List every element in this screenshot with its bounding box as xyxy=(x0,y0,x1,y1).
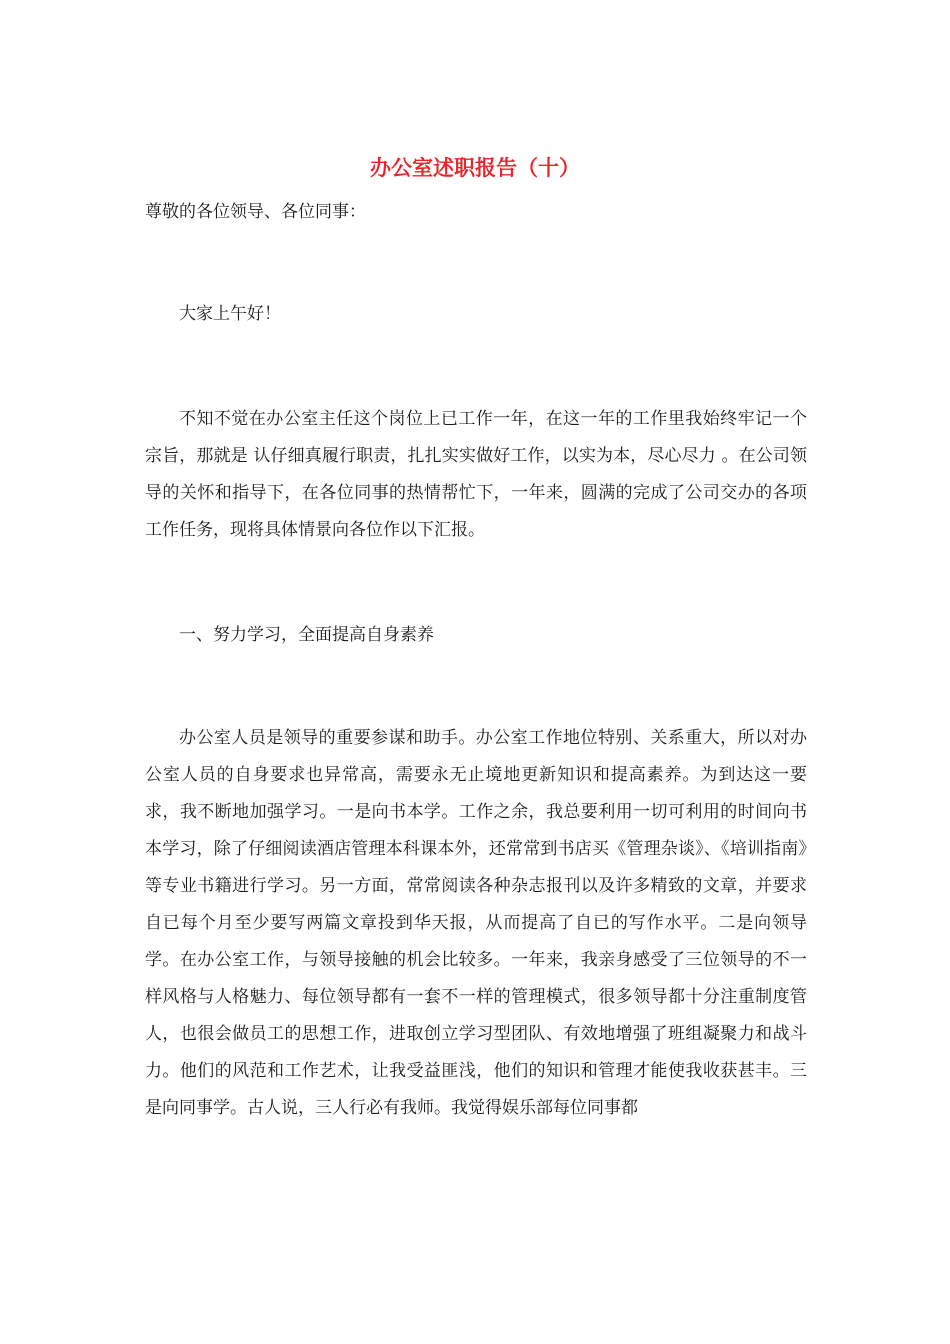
greeting-paragraph: 大家上午好！ xyxy=(179,304,281,324)
salutation: 尊敬的各位领导、各位同事： xyxy=(145,202,366,222)
intro-paragraph: 不知不觉在办公室主任这个岗位上已工作一年，在这一年的工作里我始终牢记一个宗旨，那就是 认仔细真履行职责，扎扎实实做好工作，以实为本，尽心尽力 。在公司领导的关怀和指导下，在各位同事的热情帮忙下，一年来，圆满的完成了公司交办的各项工作任务，现将具体情景向各位作以下汇报。 xyxy=(145,409,807,540)
section-1-body: 办公室人员是领导的重要参谋和助手。办公室工作地位特别、关系重大，所以对办公室人员的自身要求也异常高，需要永无止境地更新知识和提高素养。为到达这一要求，我不断地加强学习。一是向书本学。工作之余，我总要利用一切可利用的时间向书本学习，除了仔细阅读酒店管理本科课本外，还常常到书店买《管理杂谈》、《培训指南》等专业书籍进行学习。另一方面，常常阅读各种杂志报刊以及许多精致的文章，并要求自已每个月至少要写两篇文章投到华天报，从而提高了自已的写作水平。二是向领导学。在办公室工作，与领导接触的机会比较多。一年来，我亲身感受了三位领导的不一样风格与人格魅力、每位领导都有一套不一样的管理模式，很多领导都十分注重制度管人，也很会做员工的思想工作，进取创立学习型团队、有效地增强了班组凝聚力和战斗力。他们的风范和工作艺术，让我受益匪浅，他们的知识和管理才能使我收获甚丰。三是向同事学。古人说，三人行必有我师。我觉得娱乐部每位同事都 xyxy=(145,728,807,1118)
document-title: 办公室述职报告（十） xyxy=(370,155,580,180)
section-1-heading: 一、努力学习，全面提高自身素养 xyxy=(179,625,434,645)
